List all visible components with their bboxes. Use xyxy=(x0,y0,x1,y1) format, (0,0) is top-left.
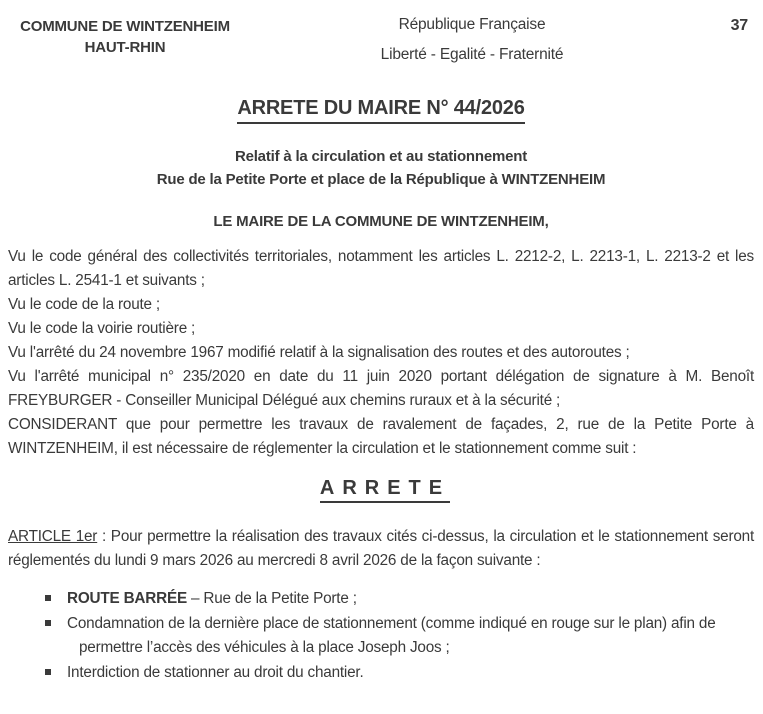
decree-title-text: ARRETE DU MAIRE N° 44/2026 xyxy=(237,97,524,124)
decree-subtitle xyxy=(8,145,754,191)
motto-line: Liberté - Egalité - Fraternité xyxy=(380,46,564,63)
decree-title xyxy=(8,97,754,124)
commune-name: COMMUNE DE WINTZENHEIM xyxy=(20,18,230,35)
list-item xyxy=(8,612,754,660)
list-item-text: Interdiction de stationner au droit du chantier. xyxy=(67,664,364,681)
recital-paragraph: Vu le code de la route ; xyxy=(8,296,160,313)
arrete-heading-text: ARRETE xyxy=(320,477,450,503)
list-item xyxy=(8,587,754,611)
recital-paragraph: Vu le code la voirie routière ; xyxy=(8,320,196,337)
bullet-square-icon xyxy=(45,620,51,626)
article-1-text: : Pour permettre la réalisation des travaux cités ci-dessus, la circulation et le stationnement seront réglementés du lundi 9 mars 2026 au mercredi 8 avril 2026 de la façon suivante : xyxy=(8,528,755,569)
salutation-line: LE MAIRE DE LA COMMUNE DE WINTZENHEIM, xyxy=(213,213,549,230)
bullet-square-icon xyxy=(45,595,51,601)
recital-paragraph: CONSIDERANT que pour permettre les travaux de ravalement de façades, 2, rue de la Petite Porte à WINTZENHEIM, il est nécessaire de réglementer la circulation et le stationnement comme suit : xyxy=(8,416,754,457)
recitals-section xyxy=(8,245,754,461)
list-item xyxy=(8,661,754,685)
measures-list xyxy=(8,587,754,685)
subtitle-line-2: Rue de la Petite Porte et place de la République à WINTZENHEIM xyxy=(156,171,606,188)
list-item-bold-text: ROUTE BARRÉE xyxy=(67,590,187,607)
department-name: HAUT-RHIN xyxy=(84,39,166,56)
subtitle-line-1: Relatif à la circulation et au stationnement xyxy=(234,148,528,165)
arrete-section-heading xyxy=(8,477,754,503)
list-item-text: – Rue de la Petite Porte ; xyxy=(186,590,357,607)
article-1-paragraph xyxy=(8,525,754,573)
bullet-square-icon xyxy=(45,669,51,675)
article-1-label: ARTICLE 1er xyxy=(8,528,98,545)
recital-paragraph: Vu le code général des collectivités territoriales, notamment les articles L. 2212-2, L. 2213-1, L. 2213-2 et les articles L. 2541-1 et suivants ; xyxy=(8,248,754,289)
republic-block xyxy=(242,16,702,64)
document-header xyxy=(8,16,754,64)
recital-paragraph: Vu l'arrêté municipal n° 235/2020 en date du 11 juin 2020 portant délégation de signature à M. Benoît FREYBURGER - Conseiller Municipal Délégué aux chemins ruraux et à la sécurité ; xyxy=(8,368,754,409)
commune-block xyxy=(8,16,242,58)
recital-paragraph: Vu l'arrêté du 24 novembre 1967 modifié relatif à la signalisation des routes et des autoroutes ; xyxy=(8,344,630,361)
page-number: 37 xyxy=(730,17,748,34)
list-item-text: Condamnation de la dernière place de stationnement (comme indiqué en rouge sur le plan) afin de permettre l’accès des véhicules à la place Joseph Joos ; xyxy=(67,615,716,656)
republic-line: République Française xyxy=(398,16,546,33)
